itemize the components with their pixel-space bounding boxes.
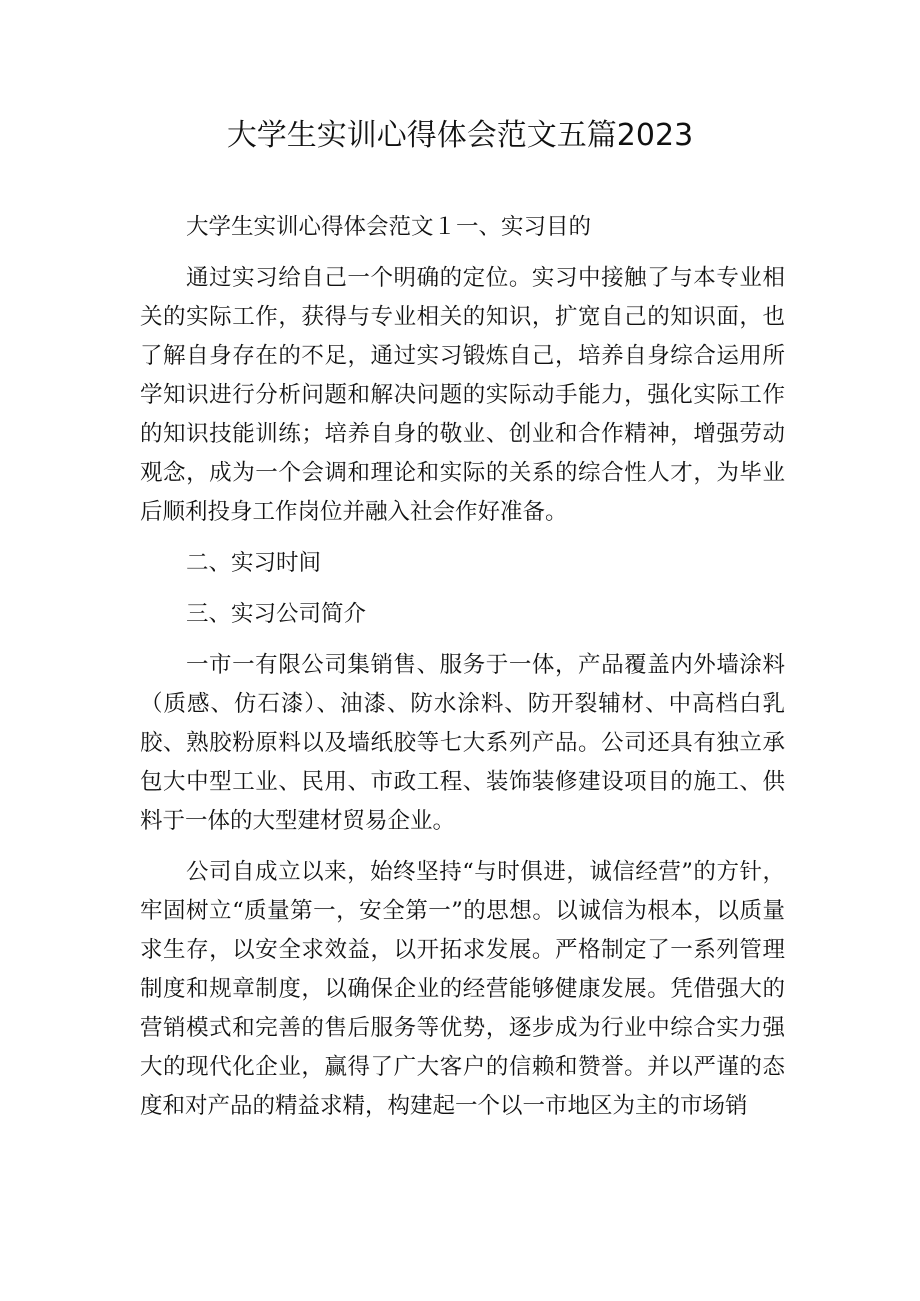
document-body (140, 208, 785, 1138)
document-title: 大学生实训心得体会范文五篇2023 (226, 118, 694, 153)
paragraph-section-heading-1: 大学生实训心得体会范文１一、实习目的 (186, 214, 592, 240)
paragraph-section-heading-2: 二、实习时间 (186, 550, 322, 576)
paragraph-section-heading-3: 三、实习公司简介 (186, 601, 367, 627)
paragraph-company-products: 一市一有限公司集销售、服务于一体，产品覆盖内外墙涂料（质感、仿石漆）、油漆、防水涂料、防开裂辅材、中高档白乳胶、熟胶粉原料以及墙纸胶等七大系列产品。公司还具有独立承包大中型工业、民用、市政工程、装饰装修建设项目的施工、供料于一体的大型建材贸易企业。 (140, 652, 785, 834)
paragraph-company-history: 公司自成立以来，始终坚持“与时俱进，诚信经营”的方针，牢固树立“质量第一，安全第一”的思想。以诚信为根本，以质量求生存，以安全求效益，以开拓求发展。严格制定了一系列管理制度和规章制度，以确保企业的经营能够健康发展。凭借强大的营销模式和完善的售后服务等优势，逐步成为行业中综合实力强大的现代化企业，赢得了广大客户的信赖和赞誉。并以严谨的态度和对产品的精益求精，构建起一个以一市地区为主的市场销 (140, 859, 785, 1119)
paragraph-purpose: 通过实习给自己一个明确的定位。实习中接触了与本专业相关的实际工作，获得与专业相关的知识，扩宽自己的知识面，也了解自身存在的不足，通过实习锻炼自己，培养自身综合运用所学知识进行分析问题和解决问题的实际动手能力，强化实际工作的知识技能训练；培养自身的敬业、创业和合作精神，增强劳动观念，成为一个会调和理论和实际的关系的综合性人才，为毕业后顺利投身工作岗位并融入社会作好准备。 (140, 265, 785, 525)
